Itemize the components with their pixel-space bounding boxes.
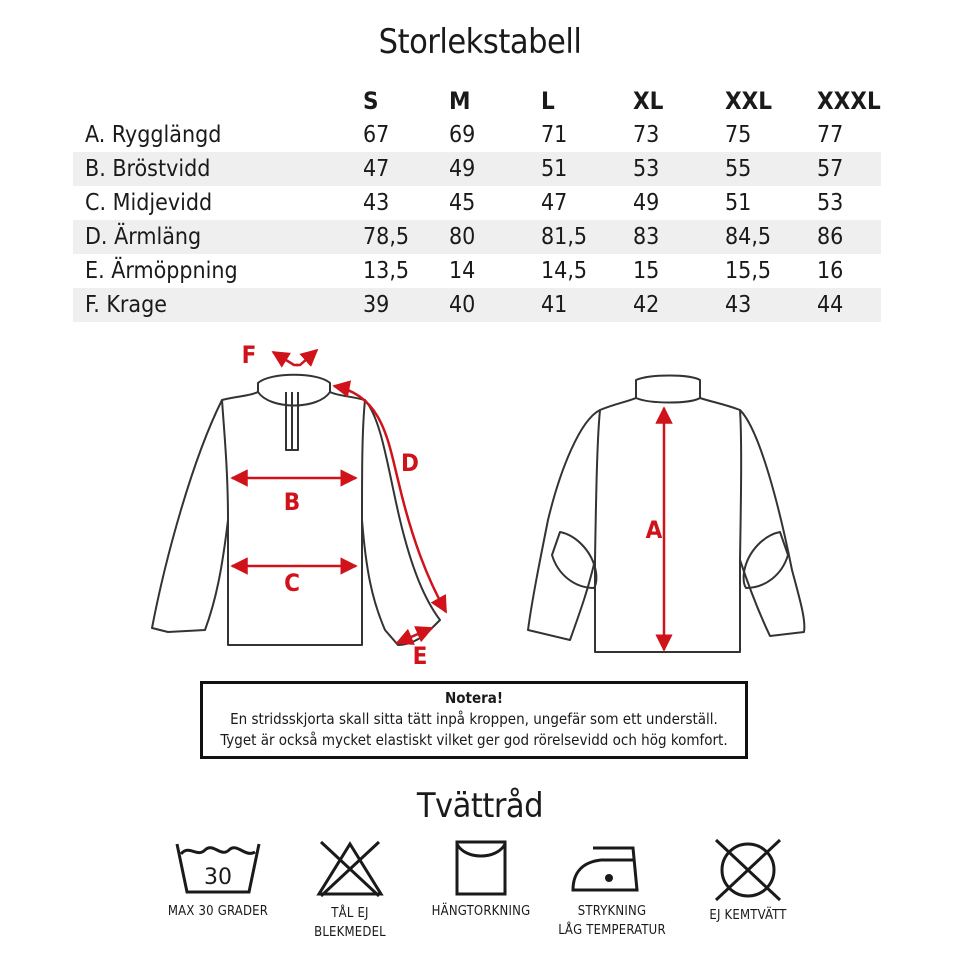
wash-temp-text: 30 <box>204 865 232 890</box>
cell: 78,5 <box>363 220 449 254</box>
row-label: B. Bröstvidd <box>73 152 363 186</box>
care-caption-line1: STRYKNING <box>577 904 647 919</box>
size-header: M <box>449 87 471 115</box>
row-label: F. Krage <box>73 288 363 322</box>
cell: 44 <box>817 288 881 322</box>
cell: 67 <box>363 122 390 148</box>
note-heading: Notera! <box>444 689 504 707</box>
cell: 43 <box>363 190 390 216</box>
cell: 43 <box>725 288 817 322</box>
table-row <box>73 220 881 254</box>
cell: 14,5 <box>541 258 588 284</box>
care-item-wash <box>148 838 288 921</box>
line-dry-icon <box>451 838 511 898</box>
cell: 47 <box>541 190 568 216</box>
care-caption-line2: LÅG TEMPERATUR <box>558 923 666 938</box>
row-label: C. Midjevidd <box>85 190 213 216</box>
table-row <box>73 288 881 322</box>
cell: 57 <box>817 152 881 186</box>
wash-30-icon <box>173 838 263 898</box>
note-box <box>200 681 748 759</box>
size-header: XXXL <box>817 87 881 115</box>
care-caption <box>542 902 682 940</box>
care-item-dryclean <box>678 838 818 925</box>
note-line-2: Tyget är också mycket elastiskt vilket ger god rörelsevidd och hög komfort. <box>220 731 728 749</box>
care-item-iron <box>542 838 682 940</box>
arrow-f-right <box>296 350 317 365</box>
no-dry-clean-icon <box>710 838 786 902</box>
cell: 15,5 <box>725 258 772 284</box>
care-caption <box>411 902 551 921</box>
size-header: S <box>363 87 379 115</box>
label-a: A <box>645 516 663 544</box>
shirt-back-outline <box>528 376 804 653</box>
row-label: D. Ärmläng <box>73 220 363 254</box>
care-item-dry <box>411 838 551 921</box>
cell: 42 <box>633 288 725 322</box>
row-label: A. Rygglängd <box>85 122 222 148</box>
cell: 45 <box>449 190 476 216</box>
cell: 53 <box>817 190 844 216</box>
row-label: E. Ärmöppning <box>85 258 238 284</box>
label-d: D <box>401 449 419 477</box>
table-row <box>73 254 881 288</box>
care-item-bleach <box>280 838 420 942</box>
care-caption-line1: MAX 30 GRADER <box>167 904 269 919</box>
cell: 53 <box>633 152 725 186</box>
garment-diagram <box>0 330 960 675</box>
care-caption-line1: EJ KEMTVÄTT <box>709 908 787 923</box>
care-caption-line1: HÄNGTORKNING <box>431 904 531 919</box>
label-b: B <box>283 488 301 516</box>
cell: 75 <box>725 122 752 148</box>
header-empty <box>73 84 363 118</box>
note-line-1: En stridsskjorta skall sitta tätt inpå kroppen, ungefär som ett underställ. <box>230 710 718 728</box>
cell: 16 <box>817 258 844 284</box>
cell: 77 <box>817 122 844 148</box>
size-table <box>73 84 881 322</box>
cell: 71 <box>541 122 568 148</box>
table-row <box>73 152 881 186</box>
cell: 39 <box>363 288 449 322</box>
cell: 47 <box>363 152 449 186</box>
care-caption <box>280 904 420 942</box>
care-title: Tvättråd <box>416 786 544 826</box>
cell: 40 <box>449 288 541 322</box>
size-header: XXL <box>725 87 773 115</box>
table-row <box>73 186 881 220</box>
cell: 51 <box>725 190 752 216</box>
cell: 13,5 <box>363 258 410 284</box>
cell: 80 <box>449 220 541 254</box>
cell: 55 <box>725 152 817 186</box>
cell: 69 <box>449 122 476 148</box>
size-chart-title: Storlekstabell <box>378 22 582 62</box>
no-bleach-icon <box>315 838 385 900</box>
label-e: E <box>412 642 428 670</box>
label-c: C <box>284 569 300 597</box>
cell: 14 <box>449 258 476 284</box>
cell: 73 <box>633 122 660 148</box>
iron-low-icon <box>567 838 657 898</box>
cell: 84,5 <box>725 220 817 254</box>
label-f: F <box>241 341 257 369</box>
size-header-row <box>73 84 881 118</box>
care-caption-line1: TÅL EJ <box>331 906 369 921</box>
cell: 49 <box>633 190 660 216</box>
arrow-d <box>334 386 446 612</box>
arrow-f-left <box>273 352 298 365</box>
care-caption-line2: BLEKMEDEL <box>314 925 386 940</box>
table-row <box>73 118 881 152</box>
cell: 51 <box>541 152 633 186</box>
cell: 81,5 <box>541 220 633 254</box>
care-caption <box>148 902 288 921</box>
care-caption <box>678 906 818 925</box>
cell: 41 <box>541 288 633 322</box>
size-header: L <box>541 87 555 115</box>
cell: 15 <box>633 258 660 284</box>
cell: 49 <box>449 152 541 186</box>
size-header: XL <box>633 87 664 115</box>
cell: 86 <box>817 220 881 254</box>
cell: 83 <box>633 220 725 254</box>
